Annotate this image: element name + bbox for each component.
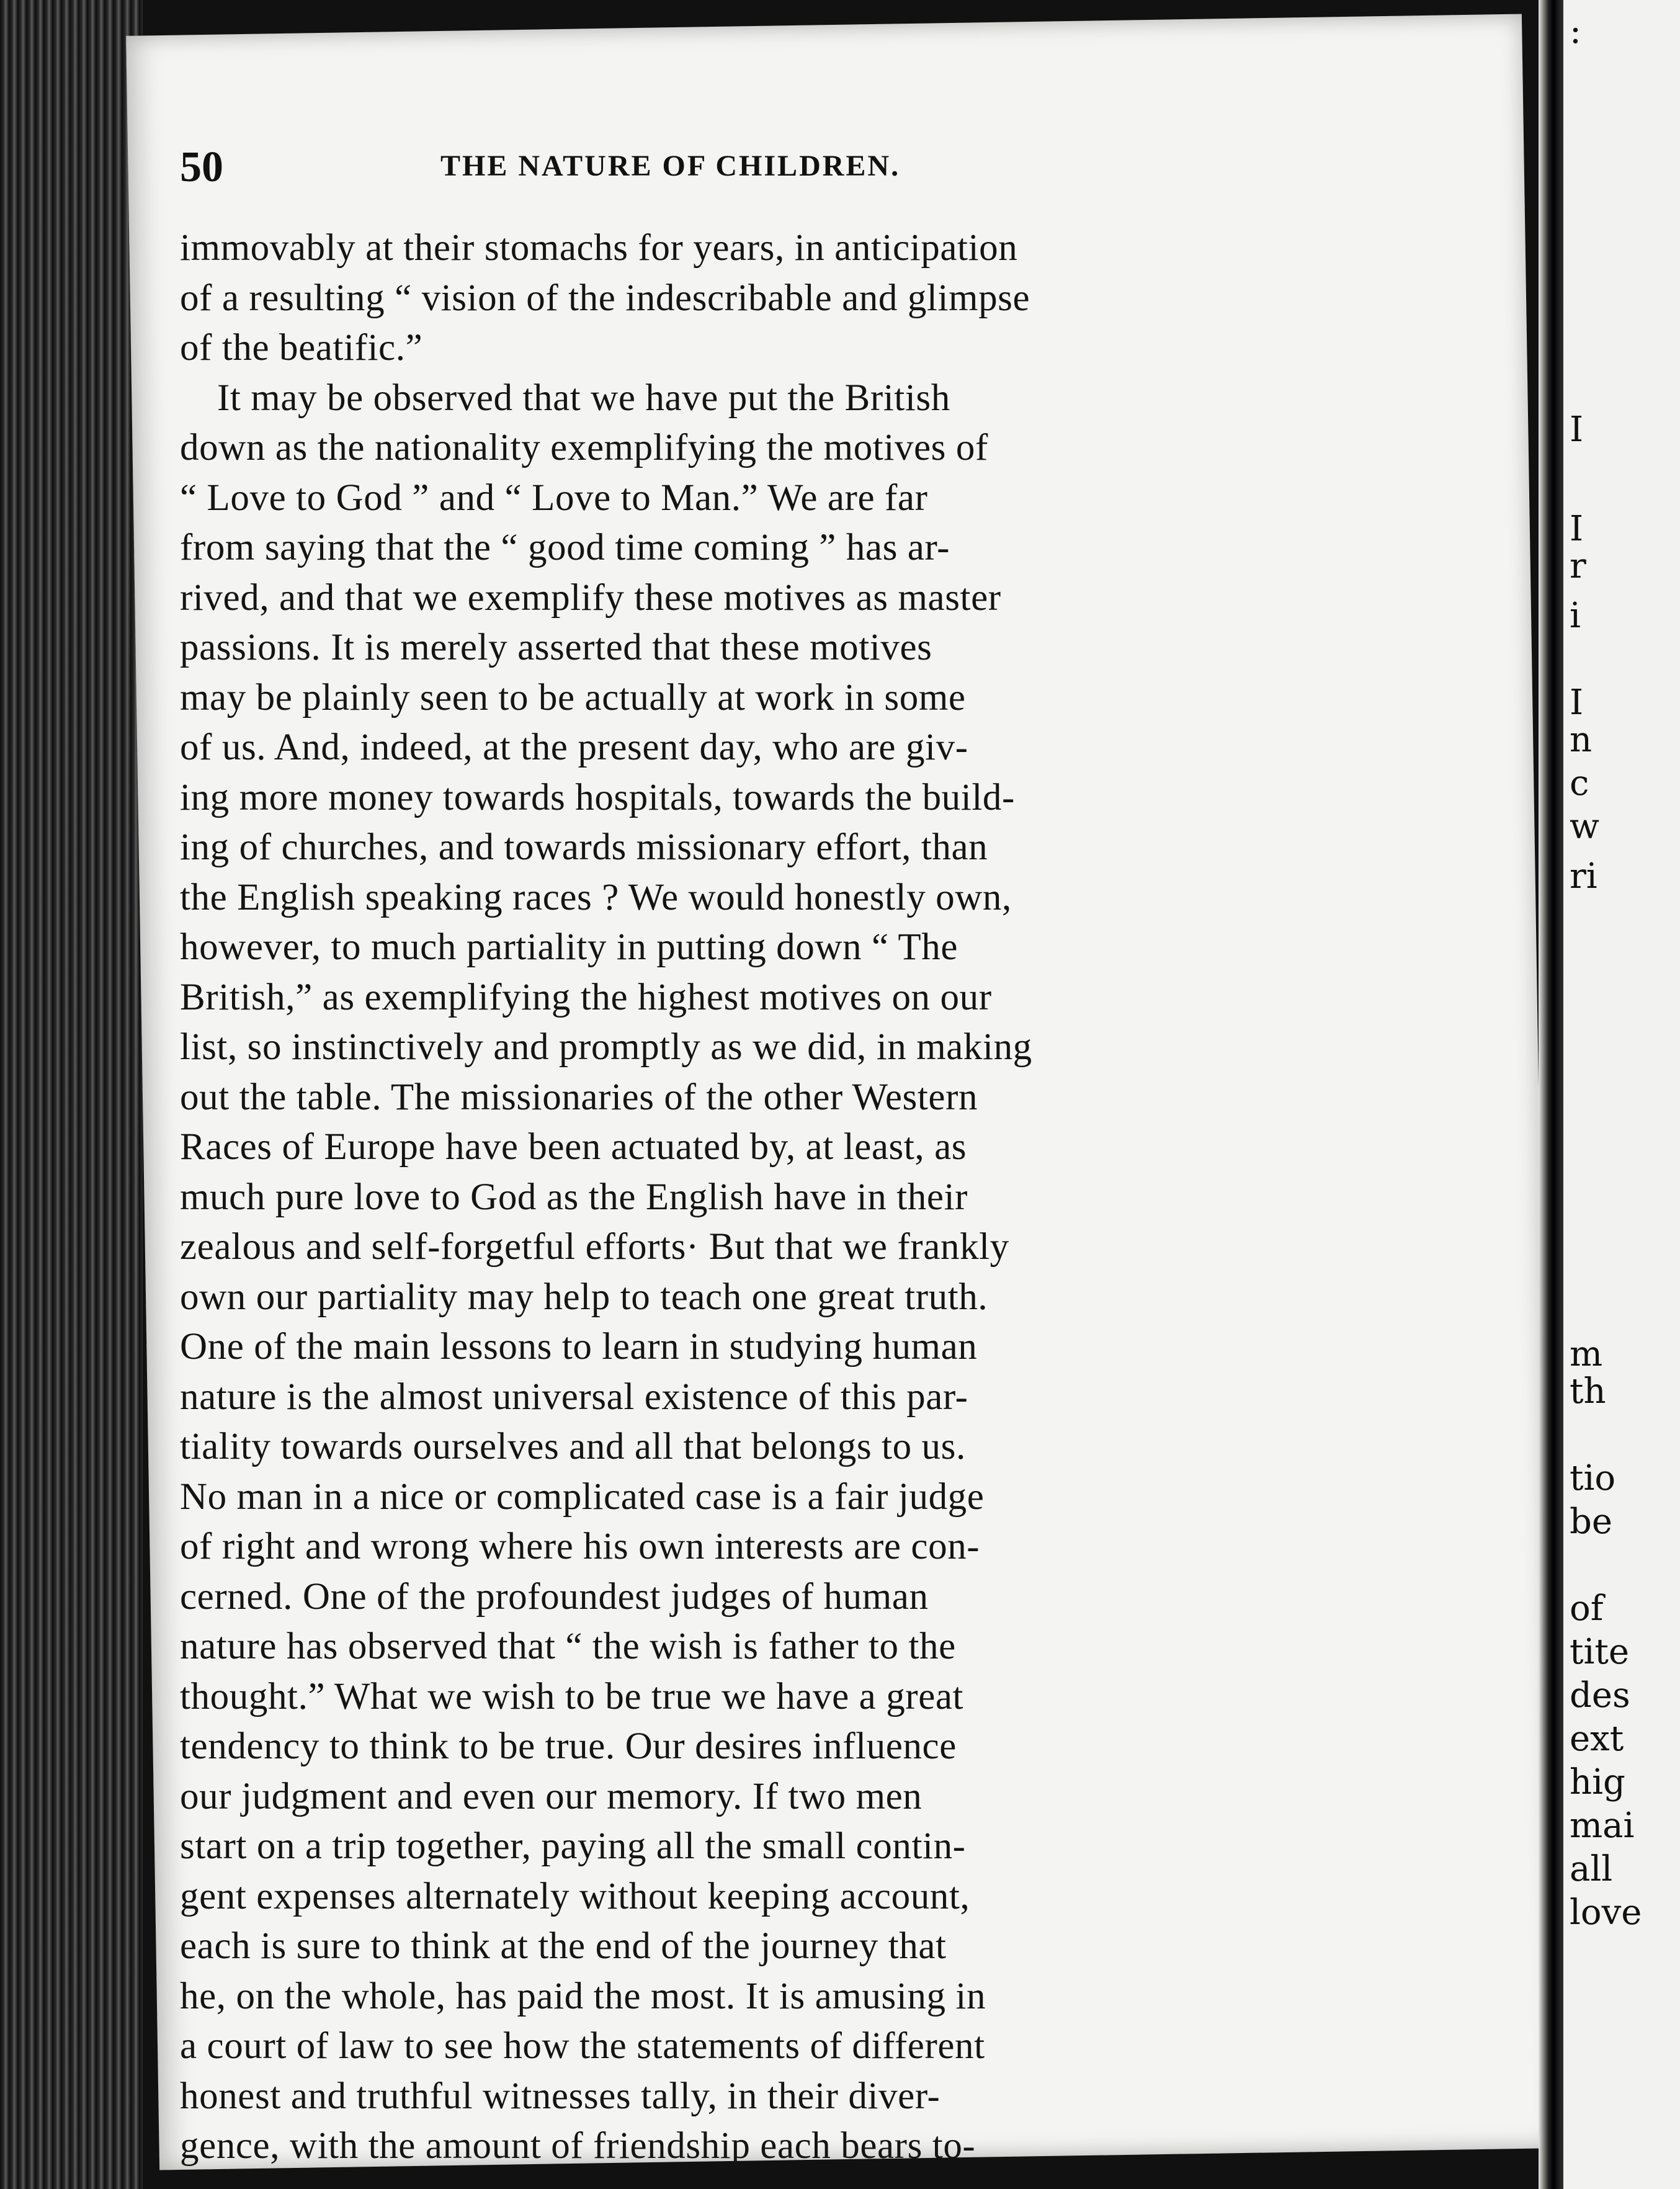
- facing-page-fragment: n: [1570, 720, 1593, 760]
- book-fore-edge: [0, 0, 143, 2189]
- text-line: zealous and self-forgetful efforts· But that we frankly: [180, 1226, 1009, 1268]
- facing-page-fragment: w: [1570, 807, 1599, 847]
- text-line: ing more money towards hospitals, towards the build-: [180, 776, 1015, 818]
- facing-page-fragment: c: [1570, 763, 1589, 804]
- facing-page-fragment: :: [1570, 11, 1581, 51]
- facing-page-fragment: tite: [1570, 1632, 1630, 1672]
- facing-page-fragment: r: [1570, 546, 1586, 586]
- text-line: honest and truthful witnesses tally, in their diver-: [180, 2075, 941, 2117]
- text-line: No man in a nice or complicated case is a fair judge: [180, 1475, 985, 1518]
- facing-page-fragment: tio: [1570, 1458, 1616, 1498]
- text-line: “ Love to God ” and “ Love to Man.” We are far: [180, 477, 928, 519]
- text-line: tiality towards ourselves and all that belongs to us.: [180, 1426, 966, 1467]
- text-line: It may be observed that we have put the British: [217, 377, 950, 419]
- text-line: from saying that the “ good time coming ” has ar-: [180, 527, 950, 568]
- text-line: ing of churches, and towards missionary effort, than: [180, 826, 988, 868]
- text-line: tendency to think to be true. Our desires influence: [180, 1726, 957, 1767]
- text-line: of us. And, indeed, at the present day, who are giv-: [180, 727, 968, 768]
- facing-page-fragment: ri: [1570, 856, 1597, 897]
- text-line: start on a trip together, paying all the small contin-: [180, 1825, 966, 1867]
- text-line: of a resulting “ vision of the indescribable and glimpse: [180, 277, 1030, 319]
- facing-page-fragment: mai: [1570, 1806, 1635, 1846]
- page-title: THE NATURE OF CHILDREN.: [440, 150, 901, 182]
- facing-page-fragment: of: [1570, 1588, 1604, 1629]
- body-text: [180, 223, 1359, 2172]
- text-line: thought.” What we wish to be true we have a great: [180, 1675, 964, 1717]
- facing-page-fragment: des: [1570, 1675, 1630, 1716]
- facing-page-fragment: m: [1570, 1334, 1603, 1374]
- text-line: a court of law to see how the statements of different: [180, 2025, 985, 2067]
- facing-page-fragment: hig: [1570, 1762, 1625, 1802]
- facing-page-fragment: th: [1570, 1371, 1606, 1412]
- facing-page-fragment: ext: [1570, 1719, 1624, 1759]
- facing-page-fragment: i: [1570, 596, 1581, 636]
- text-line: each is sure to think at the end of the journey that: [180, 1925, 947, 1967]
- book-gutter: [1539, 0, 1563, 2189]
- text-line: gent expenses alternately without keeping account,: [180, 1875, 970, 1917]
- facing-page-fragment: I: [1570, 410, 1584, 450]
- text-line: he, on the whole, has paid the most. It is amusing in: [180, 1975, 986, 2017]
- text-line: out the table. The missionaries of the other Western: [180, 1076, 978, 1118]
- facing-page-fragment: I: [1570, 683, 1584, 723]
- text-line: own our partiality may help to teach one great truth.: [180, 1276, 988, 1318]
- text-line: the English speaking races ? We would honestly own,: [180, 876, 1012, 918]
- text-line: nature is the almost universal existence of this par-: [180, 1376, 968, 1418]
- facing-page-edge: [1563, 0, 1680, 2189]
- page-number: 50: [180, 143, 223, 191]
- facing-page-fragment: all: [1570, 1849, 1613, 1889]
- facing-page-fragment: I: [1570, 509, 1584, 549]
- text-line: much pure love to God as the English have in their: [180, 1176, 968, 1218]
- text-line: list, so instinctively and promptly as we did, in making: [180, 1026, 1032, 1068]
- text-line: down as the nationality exemplifying the motives of: [180, 427, 988, 468]
- text-line: cerned. One of the profoundest judges of human: [180, 1575, 929, 1618]
- text-line: may be plainly seen to be actually at work in some: [180, 676, 966, 718]
- facing-page-fragment: be: [1570, 1502, 1612, 1542]
- text-line: of right and wrong where his own interests are con-: [180, 1526, 980, 1567]
- running-head: [180, 143, 1284, 192]
- text-line: gence, with the amount of friendship each bears to-: [180, 2125, 976, 2167]
- text-line: Races of Europe have been actuated by, at least, as: [180, 1126, 967, 1168]
- text-line: however, to much partiality in putting down “ The: [180, 926, 958, 968]
- text-line: rived, and that we exemplify these motives as master: [180, 576, 1001, 619]
- text-line: of the beatific.”: [180, 327, 423, 369]
- text-line: One of the main lessons to learn in studying human: [180, 1326, 978, 1368]
- facing-page-fragment: love: [1570, 1892, 1642, 1933]
- text-line: passions. It is merely asserted that these motives: [180, 627, 932, 668]
- text-line: British,” as exemplifying the highest motives on our: [180, 976, 992, 1018]
- text-line: immovably at their stomachs for years, in anticipation: [180, 227, 1018, 269]
- text-line: nature has observed that “ the wish is father to the: [180, 1626, 956, 1667]
- text-line: our judgment and even our memory. If two men: [180, 1775, 923, 1817]
